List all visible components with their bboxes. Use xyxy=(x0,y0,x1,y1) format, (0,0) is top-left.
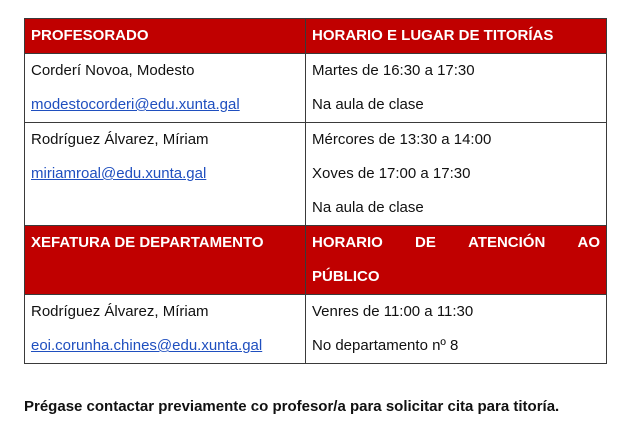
public-hours-location: No departamento nº 8 xyxy=(312,337,459,354)
teacher-cell xyxy=(25,123,306,226)
teacher-row xyxy=(25,54,607,123)
teacher-name: Rodríguez Álvarez, Míriam xyxy=(31,131,209,148)
appointment-note: Prégase contactar previamente co profesor/a para solicitar cita para titoría. xyxy=(24,398,560,415)
faculty-header-cell xyxy=(25,19,306,54)
department-head-cell xyxy=(25,295,306,364)
public-hours-line: Venres de 11:00 a 11:30 xyxy=(312,303,474,320)
teacher-row xyxy=(25,123,607,226)
department-email-link[interactable]: eoi.corunha.chines@edu.xunta.gal xyxy=(31,337,263,354)
tutoring-schedule-table xyxy=(24,18,607,364)
schedule-line: Xoves de 17:00 a 17:30 xyxy=(312,165,471,182)
header-word: DE xyxy=(415,234,436,251)
teacher-name: Corderí Novoa, Modesto xyxy=(31,62,195,79)
teacher-cell xyxy=(25,54,306,123)
header-word: ATENCIÓN xyxy=(468,234,546,251)
public-hours-header-line2: PÚBLICO xyxy=(312,268,380,285)
header-word: HORARIO xyxy=(312,234,383,251)
tutoring-header-cell xyxy=(306,19,607,54)
department-header-row xyxy=(25,226,607,295)
tutoring-schedule-column-header: HORARIO E LUGAR DE TITORÍAS xyxy=(312,27,554,44)
department-header-cell xyxy=(25,226,306,295)
schedule-cell xyxy=(306,123,607,226)
faculty-column-header: PROFESORADO xyxy=(31,27,149,44)
faculty-header-row xyxy=(25,19,607,54)
teacher-email-link[interactable]: miriamroal@edu.xunta.gal xyxy=(31,165,207,182)
schedule-location: Na aula de clase xyxy=(312,199,424,216)
header-word: AO xyxy=(577,234,600,251)
department-head-name: Rodríguez Álvarez, Míriam xyxy=(31,303,209,320)
department-head-row xyxy=(25,295,607,364)
public-hours-header-cell xyxy=(306,226,607,295)
teacher-email-link[interactable]: modestocorderi@edu.xunta.gal xyxy=(31,96,240,113)
schedule-line: Martes de 16:30 a 17:30 xyxy=(312,62,475,79)
public-hours-cell xyxy=(306,295,607,364)
schedule-cell xyxy=(306,54,607,123)
public-hours-header-line1 xyxy=(312,226,600,260)
schedule-line: Mércores de 13:30 a 14:00 xyxy=(312,131,492,148)
department-head-column-header: XEFATURA DE DEPARTAMENTO xyxy=(31,234,264,251)
schedule-location: Na aula de clase xyxy=(312,96,424,113)
